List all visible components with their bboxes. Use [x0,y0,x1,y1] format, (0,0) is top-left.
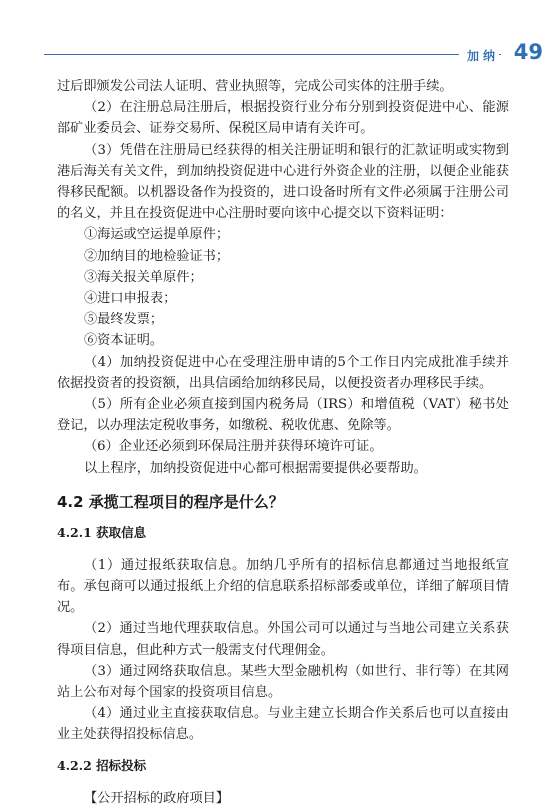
section-heading: 4.2 承揽工程项目的程序是什么？ [57,492,284,511]
list-item: ④进口申报表； [84,291,177,307]
paragraph: （4）通过业主直接获取信息。与业主建立长期合作关系后也可以直接由业主处获得招投标信息。 [57,706,509,743]
paragraph: （4）加纳投资促进中心在受理注册申请的5个工作日内完成批准手续并依据投资者的投资额，出具信函给加纳移民局，以便投资者办理移民手续。 [57,354,509,391]
list-item: ②加纳目的地检验证书； [84,248,230,264]
list-item: ⑤最终发票； [84,312,164,328]
bracket-note: 【公开招标的政府项目】 [84,790,230,806]
page-body [57,76,509,809]
list-item: ⑥资本证明。 [84,333,164,349]
subsection-heading: 4.2.2 招标投标 [57,757,147,773]
page-number: 49 [513,40,543,64]
paragraph: 过后即颁发公司法人证明、营业执照等，完成公司实体的注册手续。 [57,79,453,94]
paragraph: （5）所有企业必须直接到国内税务局（IRS）和增值税（VAT）秘书处登记，以办理法定税收事务，如缴税、税收优惠、免除等。 [57,397,509,434]
list-item: ③海关报关单原件； [84,269,203,285]
subsection-heading: 4.2.1 获取信息 [57,524,147,540]
paragraph: （6）企业还必须到环保局注册并获得环境许可证。 [84,439,383,455]
paragraph: （1）通过报纸获取信息。加纳几乎所有的招标信息都通过当地报纸宣布。承包商可以通过报纸上介绍的信息联系招标部委或单位，详细了解项目情况。 [57,557,509,616]
document-list [57,224,509,351]
paragraph: （3）通过网络获取信息。某些大型金融机构（如世行、非行等）在其网站上公布对每个国家的投资项目信息。 [57,663,509,701]
running-header [0,40,559,70]
paragraph: （2）通过当地代理获取信息。外国公司可以通过与当地公司建立关系获得项目信息，但此种方式一般需支付代理佣金。 [57,621,509,658]
list-item: ①海运或空运提单原件； [84,227,230,243]
paragraph: （3）凭借在注册局已经获得的相关注册证明和银行的汇款证明或实物到港后海关有关文件，到加纳投资促进中心进行外资企业的注册，以便企业能获得移民配额。以机器设备作为投资的，进口设备时所有文件必须属于注册公司的名义，并且在投资促进中心注册时要向该中心提交以下资料证明： [57,142,509,222]
paragraph: 以上程序，加纳投资促进中心都可根据需要提供必要帮助。 [84,460,427,476]
paragraph: （2）在注册总局注册后，根据投资行业分布分别到投资促进中心、能源部矿业委员会、证券交易所、保税区局申请有关许可。 [57,100,509,137]
header-rule [44,54,501,55]
header-country-label: 加纳 [459,47,499,64]
